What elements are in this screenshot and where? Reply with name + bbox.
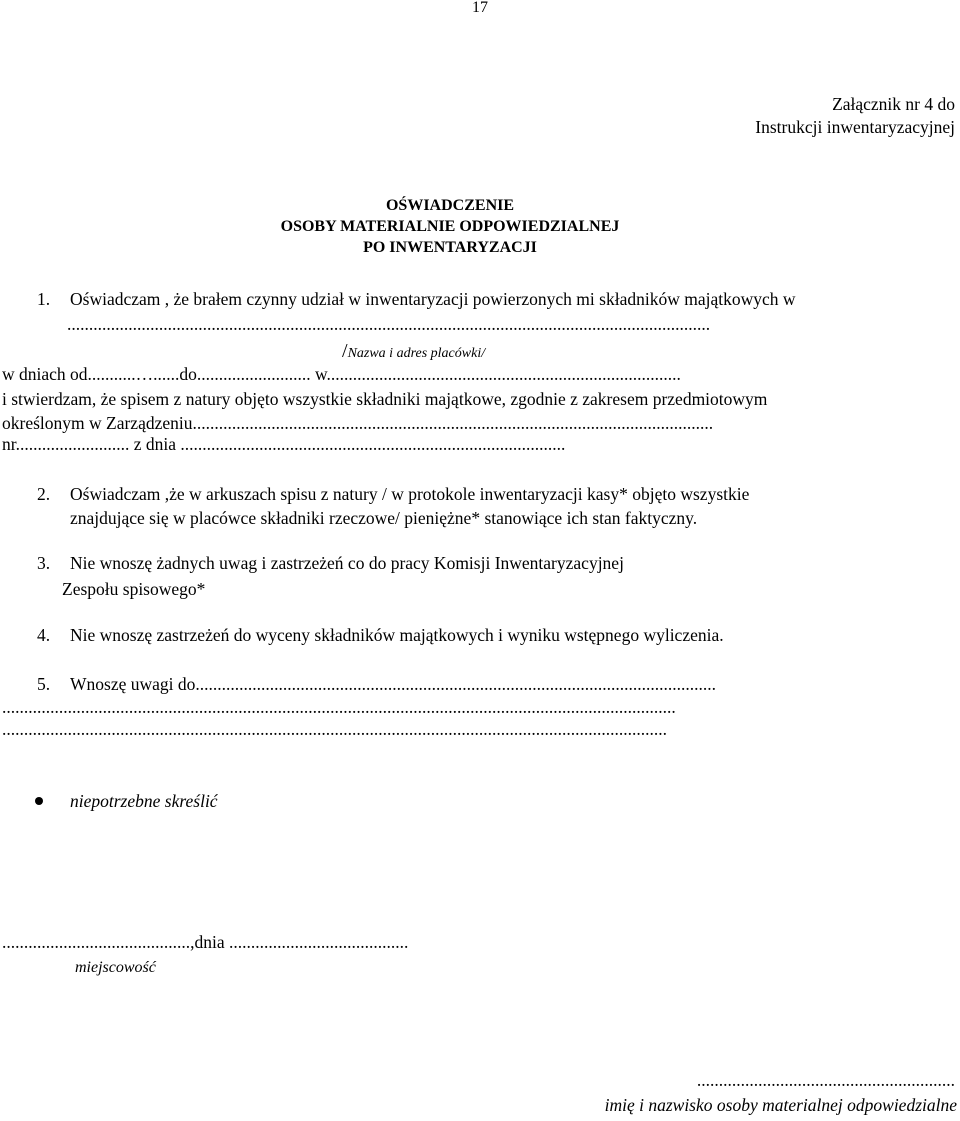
signature-caption: imię i nazwisko osoby materialnej odpowiedzialne xyxy=(604,1095,957,1115)
signature-dots: ........................................................... xyxy=(696,1070,955,1090)
place-caption-text: Nazwa i adres placówki/ xyxy=(347,346,486,361)
item1-text: Oświadczam , że brałem czynny udział w inwentaryzacji powierzonych mi składników majątkowych w xyxy=(70,289,796,309)
item1-dates-line: w dniach od...........…......do.......................... w................................................................................. xyxy=(2,364,681,384)
item1-number: 1. xyxy=(37,289,51,309)
item4-number: 4. xyxy=(37,625,51,645)
title-line3: PO INWENTARYZACJI xyxy=(363,239,537,256)
place-date-line: ...........................................,dnia ......................................... xyxy=(2,932,409,952)
place-caption-miejscowosc: miejscowość xyxy=(75,959,156,976)
item2-number: 2. xyxy=(37,484,51,504)
page-number: 17 xyxy=(472,0,488,16)
item1-statement-line2: określonym w Zarządzeniu....................................................................................................................... xyxy=(2,413,714,433)
place-caption xyxy=(342,339,485,363)
title-line2: OSOBY MATERIALNIE ODPOWIEDZIALNEJ xyxy=(280,218,620,235)
item5-text: Wnoszę uwagi do....................................................................................................................... xyxy=(70,674,717,694)
item1-statement-line3: nr.......................... z dnia ........................................................................................ xyxy=(2,434,566,454)
item1-statement-line1: i stwierdzam, że spisem z natury objęto wszystkie składniki majątkowe, zgodnie z zakresem przedmiotowym xyxy=(2,389,768,409)
annex-label xyxy=(755,94,955,138)
item2-line1: Oświadczam ,że w arkuszach spisu z natury / w protokole inwentaryzacji kasy* objęto wszystkie xyxy=(70,484,750,504)
item2-line2: znajdujące się w placówce składniki rzeczowe/ pieniężne* stanowiące ich stan faktyczny. xyxy=(70,508,698,528)
item5-dots2: ........................................................................................................................................................ xyxy=(2,719,667,739)
place-caption-slash: / xyxy=(342,340,348,362)
annex-line2: Instrukcji inwentaryzacyjnej xyxy=(755,117,955,137)
item5-number: 5. xyxy=(37,674,51,694)
item3-line2: Zespołu spisowego* xyxy=(62,579,206,599)
bullet-icon xyxy=(35,797,43,805)
footnote: niepotrzebne skreślić xyxy=(70,791,218,811)
item3-line1: Nie wnoszę żadnych uwag i zastrzeżeń co do pracy Komisji Inwentaryzacyjnej xyxy=(70,553,624,573)
item3-number: 3. xyxy=(37,553,51,573)
annex-line1: Załącznik nr 4 do xyxy=(832,94,955,114)
item4-text: Nie wnoszę zastrzeżeń do wyceny składników majątkowych i wyniku wstępnego wyliczenia. xyxy=(70,625,724,645)
document-title xyxy=(0,195,900,258)
item5-dots1: .......................................................................................................................................................... xyxy=(2,697,676,717)
title-line1: OŚWIADCZENIE xyxy=(385,197,515,214)
item1-dots: ................................................................................................................................................... xyxy=(67,314,711,334)
